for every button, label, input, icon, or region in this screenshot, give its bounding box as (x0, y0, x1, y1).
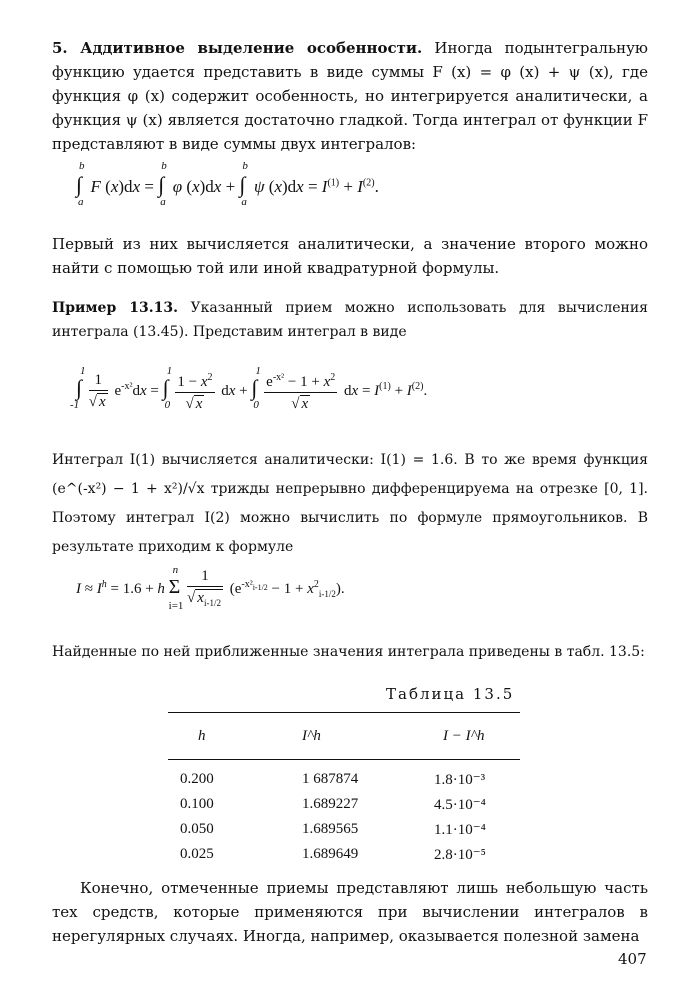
results-table (168, 712, 520, 867)
header-h: h (198, 727, 206, 744)
cell-error: 2.8·10⁻⁵ (434, 847, 486, 863)
paragraph-conclusion: Конечно, отмеченные приемы представляют лишь небольшую часть тех средств, которые применяются при вычислении интегралов в нерегулярных случаях. Иногда, например, оказывается полезной замена (52, 879, 648, 945)
paragraph-table-intro: Найденные по ней приближенные значения интеграла приведены в табл. 13.5: (52, 644, 645, 660)
cell-error: 1.8·10⁻³ (434, 772, 486, 788)
cell-ih: 1.689227 (302, 796, 359, 812)
cell-h: 0.200 (180, 771, 214, 787)
example-label: Пример 13.13. (52, 300, 178, 316)
formula-rectangles: $I \approx I^h = 1.6 + h$ Σ n i=1 $\frac{1}{√ x_{i-1/2}}$ $(e^{-x^2_{i-1/2}} - 1 + x^2_{i-1/2})$. (76, 564, 345, 613)
cell-ih: 1 687874 (302, 771, 359, 787)
table-caption: Таблица 13.5 (386, 685, 515, 703)
paragraph-first-integral: Первый из них вычисляется аналитически, а значение второго можно найти с помощью той или иной квадратурной формулы. (52, 235, 648, 277)
cell-ih: 1.689565 (302, 821, 359, 837)
example-text: Указанный прием можно использовать для вычисления интеграла (13.45). Представим интеграл в виде (52, 300, 648, 340)
cell-error: 1.1·10⁻⁴ (434, 822, 486, 838)
cell-error: 4.5·10⁻⁴ (434, 797, 486, 813)
header-error: I − I^h (443, 727, 485, 744)
table-row (168, 842, 520, 867)
formula-split-integral: ∫ 1 -1 $\frac{1}{√ x}$ $e^{-x^2}dx$ = ∫ 1 0 $\frac{1 - x^2}{√ x}$ dx + ∫ 1 0 $\frac{e^{-x^2} - 1 + x^2}{√ x}$ dx = $I^{(1)} + I^{(2)}$. (70, 364, 428, 412)
paragraph1-text: Иногда подынтегральную функцию удается представить в виде суммы F (x) = φ (x) + ψ (x), где функция φ (x) содержит особенность, но интегрируется аналитически, а функция ψ (x) является достаточно гладкой. Тогда интеграл от функции F представляют в виде суммы двух интегралов: (52, 39, 648, 153)
example-paragraph (52, 296, 648, 344)
table-row (168, 817, 520, 842)
cell-h: 0.025 (180, 846, 214, 862)
formula-sum-integrals: ∫ b a F (x)dx = ∫ b a φ (x)dx + ∫ b a ψ $(x)dx = I^{(1)} + I^{(2)}$. (76, 160, 379, 208)
section-heading: 5. Аддитивное выделение особенности. (52, 39, 423, 57)
paragraph-analytic (52, 446, 648, 562)
header-ih: I^h (302, 727, 321, 744)
paragraph-additive (52, 36, 648, 156)
paragraph3b-text: (e^(-x²) − 1 + x²)/√x трижды непрерывно дифференцируема на отрезке [0, 1]. Поэтому интеграл I(2) можно вычислить по формуле прямоугольников. В результате приходим к формуле (52, 481, 648, 555)
paragraph3a-text: Интеграл I(1) вычисляется аналитически: I(1) = 1.6. В то же время функция (52, 452, 648, 468)
table-header-row (168, 713, 520, 760)
table-row (168, 792, 520, 817)
table-row (168, 760, 520, 793)
cell-h: 0.050 (180, 821, 214, 837)
cell-ih: 1.689649 (302, 846, 359, 862)
page-number: 407 (618, 950, 647, 968)
cell-h: 0.100 (180, 796, 214, 812)
